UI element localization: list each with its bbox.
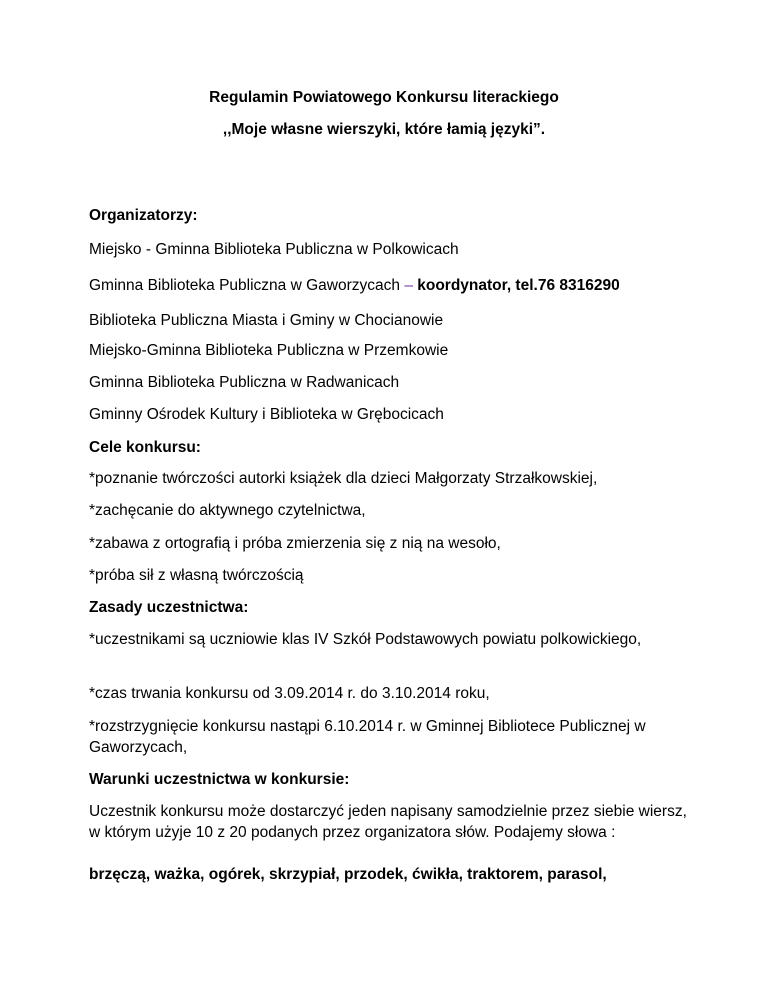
organizer-item-coordinator xyxy=(89,275,689,296)
goal-item: *próba sił z własną twórczością xyxy=(89,567,304,584)
goal-item: *zachęcanie do aktywnego czytelnictwa, xyxy=(89,502,366,519)
words-list: brzęczą, ważka, ogórek, skrzypiał, przodek, ćwikła, traktorem, parasol, xyxy=(89,866,607,883)
goal-item: *zabawa z ortografią i próba zmierzenia się z nią na wesoło, xyxy=(89,535,501,552)
goal-item: *poznanie twórczości autorki książek dla dzieci Małgorzaty Strzałkowskiej, xyxy=(89,470,598,487)
organizer-item: Biblioteka Publiczna Miasta i Gminy w Chocianowie xyxy=(89,312,444,329)
rule-item: *czas trwania konkursu od 3.09.2014 r. do 3.10.2014 roku, xyxy=(89,685,490,702)
organizer-item: Miejsko-Gminna Biblioteka Publiczna w Przemkowie xyxy=(89,342,449,359)
organizer-item-label: Gminna Biblioteka Publiczna w Gaworzycach xyxy=(89,277,400,294)
document-title: Regulamin Powiatowego Konkursu literackiego xyxy=(209,89,559,106)
dash-separator: – xyxy=(404,277,413,294)
organizer-item: Miejsko - Gminna Biblioteka Publiczna w Polkowicach xyxy=(89,241,459,258)
rule-item: *rozstrzygnięcie konkursu nastąpi 6.10.2014 r. w Gminnej Bibliotece Publicznej w Gaworzycach, xyxy=(89,718,646,756)
rule-item: *uczestnikami są uczniowie klas IV Szkół Podstawowych powiatu polkowickiego, xyxy=(89,631,642,648)
organizer-item: Gminny Ośrodek Kultury i Biblioteka w Grębocicach xyxy=(89,406,444,423)
goals-heading: Cele konkursu: xyxy=(89,439,201,456)
conditions-heading: Warunki uczestnictwa w konkursie: xyxy=(89,771,350,788)
organizer-item: Gminna Biblioteka Publiczna w Radwanicach xyxy=(89,374,400,391)
rules-heading: Zasady uczestnictwa: xyxy=(89,599,249,616)
conditions-text: Uczestnik konkursu może dostarczyć jeden napisany samodzielnie przez siebie wiersz, w którym użyje 10 z 20 podanych przez organizatora słów. Podajemy słowa : xyxy=(89,803,687,841)
coordinator-label: koordynator, tel.76 8316290 xyxy=(417,277,620,294)
organizers-heading: Organizatorzy: xyxy=(89,207,198,224)
document-subtitle: ,,Moje własne wierszyki, które łamią języki”. xyxy=(222,121,546,138)
